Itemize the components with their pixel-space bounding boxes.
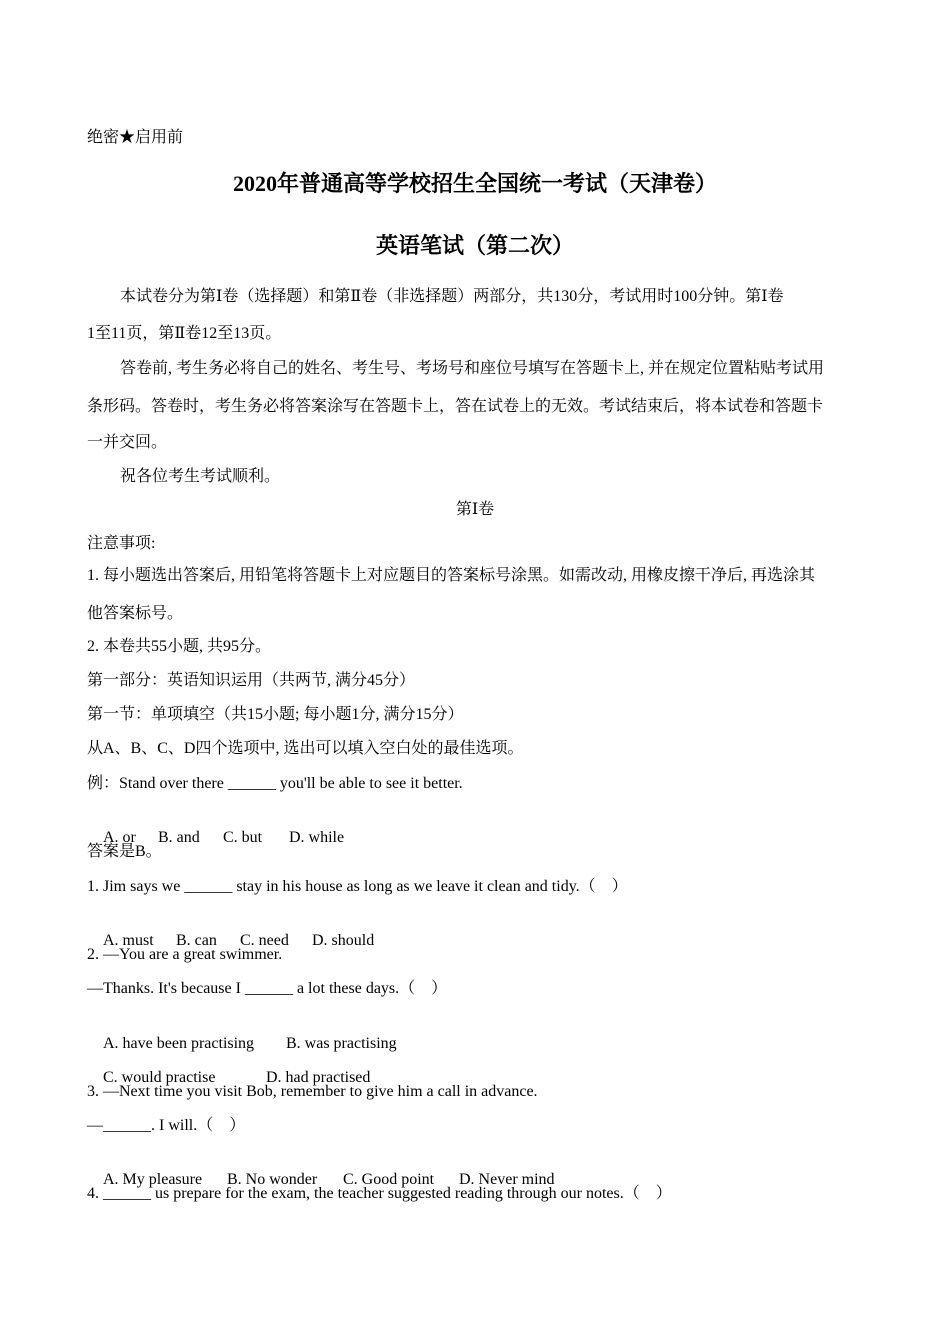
- intro-paragraph-1-line-1: 本试卷分为第Ⅰ卷（选择题）和第Ⅱ卷（非选择题）两部分，共130分，考试用时100分钟。第Ⅰ卷: [120, 288, 784, 305]
- part-1-section-1-heading: 第一节：单项填空（共15小题; 每小题1分, 满分15分）: [87, 706, 464, 723]
- page-title: 2020年普通高等学校招生全国统一考试（天津卷）: [232, 171, 717, 196]
- question-1-text: 1. Jim says we ______ stay in his house as long as we leave it clean and tidy.（ ）: [87, 878, 628, 895]
- example-question: 例：Stand over there ______ you'll be able to see it better.: [87, 775, 463, 792]
- question-3-text-line-1: 3. —Next time you visit Bob, remember to give him a call in advance.: [87, 1083, 538, 1100]
- page-subtitle: 英语笔试（第二次）: [375, 233, 574, 258]
- example-option-d: D. while: [289, 829, 345, 846]
- example-option-c: C. but: [223, 829, 263, 846]
- note-1-line-2: 他答案标号。: [87, 605, 184, 622]
- intro-paragraph-1-line-2: 1至11页，第Ⅱ卷12至13页。: [87, 325, 282, 342]
- intro-paragraph-2-line-2: 条形码。答卷时，考生务必将答案涂写在答题卡上，答在试卷上的无效。考试结束后，将本试卷和答题卡: [87, 398, 824, 415]
- section-heading: 第Ⅰ卷: [455, 501, 495, 518]
- question-3-option-b: B. No wonder: [227, 1171, 318, 1188]
- question-1-option-d: D. should: [312, 932, 375, 949]
- secret-label: 绝密★启用前: [87, 129, 184, 146]
- example-answer: 答案是B。: [87, 843, 162, 860]
- question-2-text-line-2: —Thanks. It's because I ______ a lot these days.（ ）: [87, 980, 448, 997]
- question-2-option-d: D. had practised: [266, 1069, 371, 1086]
- question-2-option-c: C. would practise: [103, 1069, 216, 1086]
- instruction-text: 从A、B、C、D四个选项中, 选出可以填入空白处的最佳选项。: [87, 740, 524, 757]
- question-3-option-d: D. Never mind: [459, 1171, 555, 1188]
- question-2-option-a: A. have been practising: [103, 1035, 255, 1052]
- example-option-b: B. and: [158, 829, 200, 846]
- intro-paragraph-2-line-3: 一并交回。: [87, 434, 168, 451]
- question-2-option-b: B. was practising: [286, 1035, 397, 1052]
- notes-label: 注意事项:: [87, 535, 156, 552]
- note-1-line-1: 1. 每小题选出答案后, 用铅笔将答题卡上对应题目的答案标号涂黑。如需改动, 用橡皮擦干净后, 再选涂其: [87, 567, 816, 584]
- intro-paragraph-2-line-1: 答卷前, 考生务必将自己的姓名、考生号、考场号和座位号填写在答题卡上, 并在规定位置粘贴考试用: [120, 360, 825, 377]
- note-2: 2. 本卷共55小题, 共95分。: [87, 638, 272, 655]
- example-option-a: A. or: [103, 829, 136, 846]
- question-3-option-a: A. My pleasure: [103, 1171, 203, 1188]
- question-4-text: 4. ______ us prepare for the exam, the teacher suggested reading through our notes.（ ）: [87, 1185, 672, 1202]
- question-3-option-c: C. Good point: [343, 1171, 435, 1188]
- question-1-option-c: C. need: [240, 932, 289, 949]
- question-1-option-b: B. can: [176, 932, 217, 949]
- part-1-heading: 第一部分：英语知识运用（共两节, 满分45分）: [87, 672, 416, 689]
- question-2-text-line-1: 2. —You are a great swimmer.: [87, 946, 283, 963]
- intro-paragraph-3: 祝各位考生考试顺利。: [120, 468, 281, 485]
- question-3-text-line-2: —______. I will.（ ）: [87, 1117, 246, 1134]
- question-1-option-a: A. must: [103, 932, 154, 949]
